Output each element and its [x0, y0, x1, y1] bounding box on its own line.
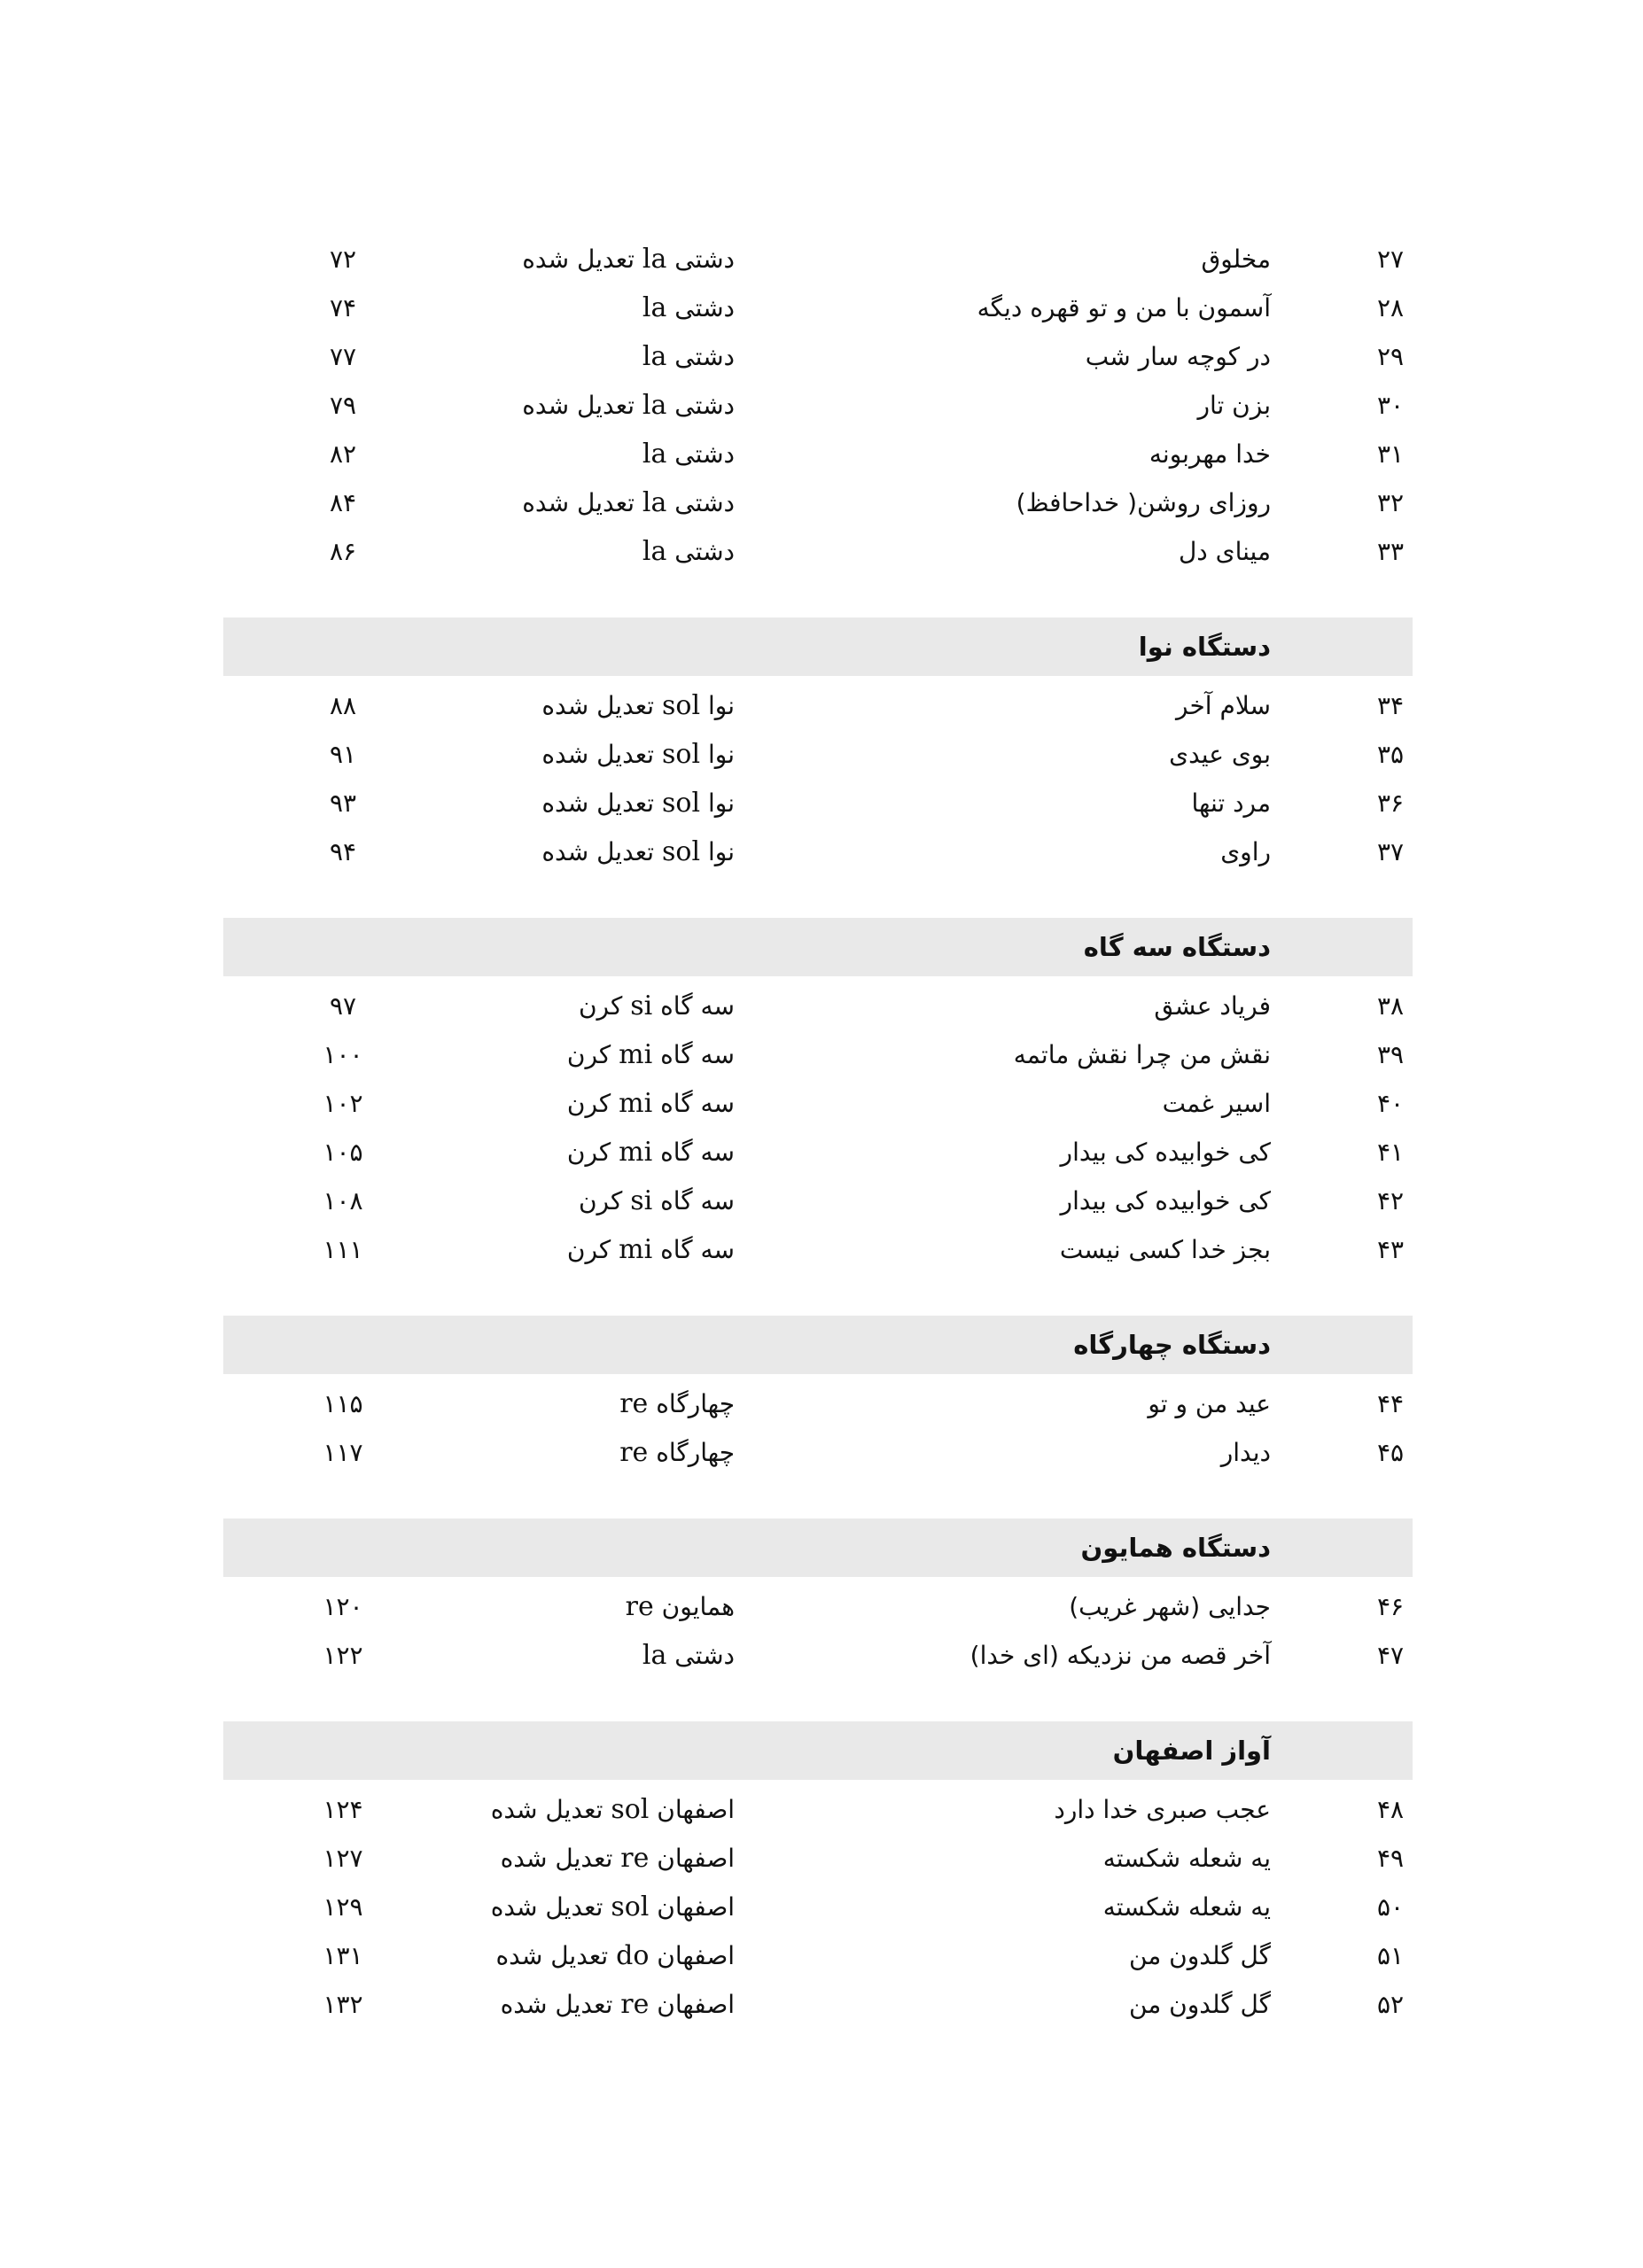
song-number: ۳۲ [1376, 488, 1405, 517]
page-number: ۱۰۰ [323, 1040, 363, 1069]
page-number: ۱۲۹ [323, 1892, 363, 1922]
toc-row [223, 1785, 1413, 1834]
page-number: ۱۱۷ [323, 1438, 363, 1467]
song-key: دشتی la [642, 536, 735, 567]
note-name: sol [662, 836, 701, 867]
note-name: si [630, 1185, 653, 1216]
note-name: re [619, 1388, 649, 1419]
song-number: ۳۵ [1376, 740, 1405, 769]
note-name: mi [619, 1137, 653, 1168]
toc-row [223, 1631, 1413, 1680]
song-title: اسیر غمت [1162, 1089, 1271, 1118]
page-number: ۸۴ [329, 488, 357, 517]
song-key: دشتی la [642, 292, 735, 323]
note-name: la [642, 244, 667, 275]
song-number: ۴۰ [1376, 1089, 1405, 1118]
section-header [223, 617, 1413, 676]
page-number: ۱۳۲ [323, 1990, 363, 2019]
song-title: دیدار [1220, 1438, 1271, 1467]
song-title: کی خوابیده کی بیدار [1060, 1138, 1271, 1167]
section-title: دستگاه سه گاه [1083, 932, 1271, 962]
page-number: ۹۴ [329, 837, 357, 866]
toc-row [223, 1128, 1413, 1177]
toc-row [223, 827, 1413, 876]
page-number: ۷۷ [329, 342, 357, 371]
note-name: re [625, 1591, 654, 1622]
toc-row [223, 332, 1413, 381]
song-title: گل گلدون من [1128, 1990, 1271, 2019]
toc-row [223, 478, 1413, 527]
song-key: چهارگاه re [619, 1437, 735, 1468]
song-key: دشتی la تعدیل شده [522, 390, 735, 421]
note-name: la [642, 487, 667, 518]
song-number: ۵۱ [1376, 1941, 1405, 1970]
note-name: si [630, 990, 653, 1021]
page-number: ۱۲۰ [323, 1592, 363, 1621]
song-number: ۳۰ [1376, 391, 1405, 420]
song-key: اصفهان re تعدیل شده [500, 1843, 735, 1874]
note-name: sol [611, 1891, 650, 1922]
section-title: آواز اصفهان [1112, 1736, 1271, 1766]
song-title: عجب صبری خدا دارد [1054, 1795, 1271, 1824]
song-title: یه شعله شکسته [1102, 1892, 1271, 1922]
note-name: sol [662, 739, 701, 770]
page-number: ۷۴ [329, 293, 357, 322]
song-title: عید من و تو [1148, 1389, 1271, 1418]
note-name: la [642, 292, 667, 323]
song-key: نوا sol تعدیل شده [541, 836, 735, 867]
song-title: بوی عیدی [1169, 740, 1271, 769]
toc-row [223, 1079, 1413, 1128]
page-number: ۱۲۷ [323, 1844, 363, 1873]
song-title: آسمون با من و تو قهره دیگه [977, 293, 1271, 322]
song-title: روزای روشن( خداحافظ) [1016, 488, 1271, 517]
song-title: آخر قصه من نزدیکه (ای خدا) [969, 1641, 1271, 1670]
page-number: ۸۸ [329, 691, 357, 720]
song-number: ۳۳ [1376, 537, 1405, 566]
toc-row [223, 1177, 1413, 1225]
song-number: ۴۱ [1376, 1138, 1405, 1167]
song-title: فریاد عشق [1154, 991, 1271, 1021]
song-title: خدا مهربونه [1149, 439, 1271, 469]
page-number: ۱۱۱ [323, 1235, 363, 1264]
toc-row [223, 681, 1413, 730]
note-name: mi [619, 1039, 653, 1070]
toc-row [223, 1582, 1413, 1631]
song-number: ۴۶ [1376, 1592, 1405, 1621]
song-title: نقش من چرا نقش ماتمه [1013, 1040, 1271, 1069]
toc-row [223, 730, 1413, 779]
song-number: ۳۸ [1376, 991, 1405, 1021]
song-key: سه گاه mi کرن [566, 1088, 735, 1119]
toc-row [223, 1931, 1413, 1980]
page-number: ۹۳ [329, 788, 357, 818]
toc-row [223, 982, 1413, 1030]
toc-row [223, 1980, 1413, 2029]
song-title: بزن تار [1197, 391, 1271, 420]
page-number: ۷۲ [329, 245, 357, 274]
song-key: دشتی la [642, 1640, 735, 1671]
song-key: همایون re [625, 1591, 735, 1622]
toc-row [223, 1379, 1413, 1428]
song-number: ۲۷ [1376, 245, 1405, 274]
song-title: یه شعله شکسته [1102, 1844, 1271, 1873]
toc-row [223, 1428, 1413, 1477]
page-number: ۱۱۵ [323, 1389, 363, 1418]
section-header [223, 918, 1413, 976]
note-name: sol [611, 1794, 650, 1825]
note-name: la [642, 341, 667, 372]
page-number: ۱۲۲ [323, 1641, 363, 1670]
toc-row [223, 527, 1413, 576]
song-key: اصفهان do تعدیل شده [495, 1940, 735, 1971]
song-number: ۴۵ [1376, 1438, 1405, 1467]
song-number: ۴۲ [1376, 1186, 1405, 1216]
song-title: گل گلدون من [1128, 1941, 1271, 1970]
section-header [223, 1316, 1413, 1374]
note-name: la [642, 439, 667, 470]
song-key: سه گاه si کرن [578, 990, 735, 1021]
toc-row [223, 430, 1413, 478]
toc-row [223, 235, 1413, 284]
song-title: کی خوابیده کی بیدار [1060, 1186, 1271, 1216]
song-key: نوا sol تعدیل شده [541, 690, 735, 721]
song-key: دشتی la [642, 439, 735, 470]
song-number: ۳۴ [1376, 691, 1405, 720]
song-key: سه گاه mi کرن [566, 1234, 735, 1265]
section-header [223, 1518, 1413, 1577]
song-title: بجز خدا کسی نیست [1059, 1235, 1271, 1264]
note-name: la [642, 1640, 667, 1671]
note-name: re [620, 1843, 650, 1874]
section-title: دستگاه همایون [1080, 1533, 1271, 1563]
note-name: la [642, 390, 667, 421]
page-number: ۸۶ [329, 537, 357, 566]
song-number: ۲۸ [1376, 293, 1405, 322]
song-number: ۳۱ [1376, 439, 1405, 469]
note-name: re [620, 1989, 650, 2020]
song-key: دشتی la [642, 341, 735, 372]
song-title: راوی [1220, 837, 1271, 866]
song-number: ۴۸ [1376, 1795, 1405, 1824]
page-number: ۱۳۱ [323, 1941, 363, 1970]
note-name: do [616, 1940, 650, 1971]
note-name: la [642, 536, 667, 567]
song-key: دشتی la تعدیل شده [522, 487, 735, 518]
song-key: سه گاه mi کرن [566, 1039, 735, 1070]
page-number: ۱۰۸ [323, 1186, 363, 1216]
song-key: نوا sol تعدیل شده [541, 739, 735, 770]
section-title: دستگاه چهارگاه [1073, 1330, 1271, 1360]
section-header [223, 1721, 1413, 1780]
song-key: دشتی la تعدیل شده [522, 244, 735, 275]
song-number: ۴۹ [1376, 1844, 1405, 1873]
song-key: اصفهان sol تعدیل شده [490, 1891, 735, 1922]
note-name: sol [662, 788, 701, 819]
toc-row [223, 1225, 1413, 1274]
song-title: مینای دل [1178, 537, 1271, 566]
song-number: ۵۰ [1376, 1892, 1405, 1922]
toc-row [223, 284, 1413, 332]
song-number: ۳۷ [1376, 837, 1405, 866]
song-title: در کوچه سار شب [1085, 342, 1271, 371]
toc-row [223, 779, 1413, 827]
note-name: mi [619, 1088, 653, 1119]
page-number: ۱۲۴ [323, 1795, 363, 1824]
page-number: ۹۷ [329, 991, 357, 1021]
page-number: ۱۰۵ [323, 1138, 363, 1167]
page-number: ۷۹ [329, 391, 357, 420]
song-key: اصفهان sol تعدیل شده [490, 1794, 735, 1825]
song-title: مرد تنها [1191, 788, 1271, 818]
song-number: ۲۹ [1376, 342, 1405, 371]
song-title: سلام آخر [1176, 691, 1271, 720]
song-number: ۳۶ [1376, 788, 1405, 818]
toc-row [223, 1030, 1413, 1079]
song-number: ۴۴ [1376, 1389, 1405, 1418]
song-title: جدایی (شهر غریب) [1069, 1592, 1271, 1621]
song-key: چهارگاه re [619, 1388, 735, 1419]
song-number: ۴۳ [1376, 1235, 1405, 1264]
page-number: ۱۰۲ [323, 1089, 363, 1118]
song-key: سه گاه mi کرن [566, 1137, 735, 1168]
song-number: ۳۹ [1376, 1040, 1405, 1069]
note-name: mi [619, 1234, 653, 1265]
toc-row [223, 381, 1413, 430]
song-title: مخلوق [1201, 245, 1271, 274]
song-number: ۵۲ [1376, 1990, 1405, 2019]
table-of-contents [223, 235, 1413, 2029]
note-name: re [619, 1437, 649, 1468]
song-key: نوا sol تعدیل شده [541, 788, 735, 819]
song-key: اصفهان re تعدیل شده [500, 1989, 735, 2020]
song-key: سه گاه si کرن [578, 1185, 735, 1216]
song-number: ۴۷ [1376, 1641, 1405, 1670]
page-number: ۸۲ [329, 439, 357, 469]
toc-row [223, 1883, 1413, 1931]
section-title: دستگاه نوا [1138, 632, 1271, 662]
toc-row [223, 1834, 1413, 1883]
page-number: ۹۱ [329, 740, 357, 769]
note-name: sol [662, 690, 701, 721]
